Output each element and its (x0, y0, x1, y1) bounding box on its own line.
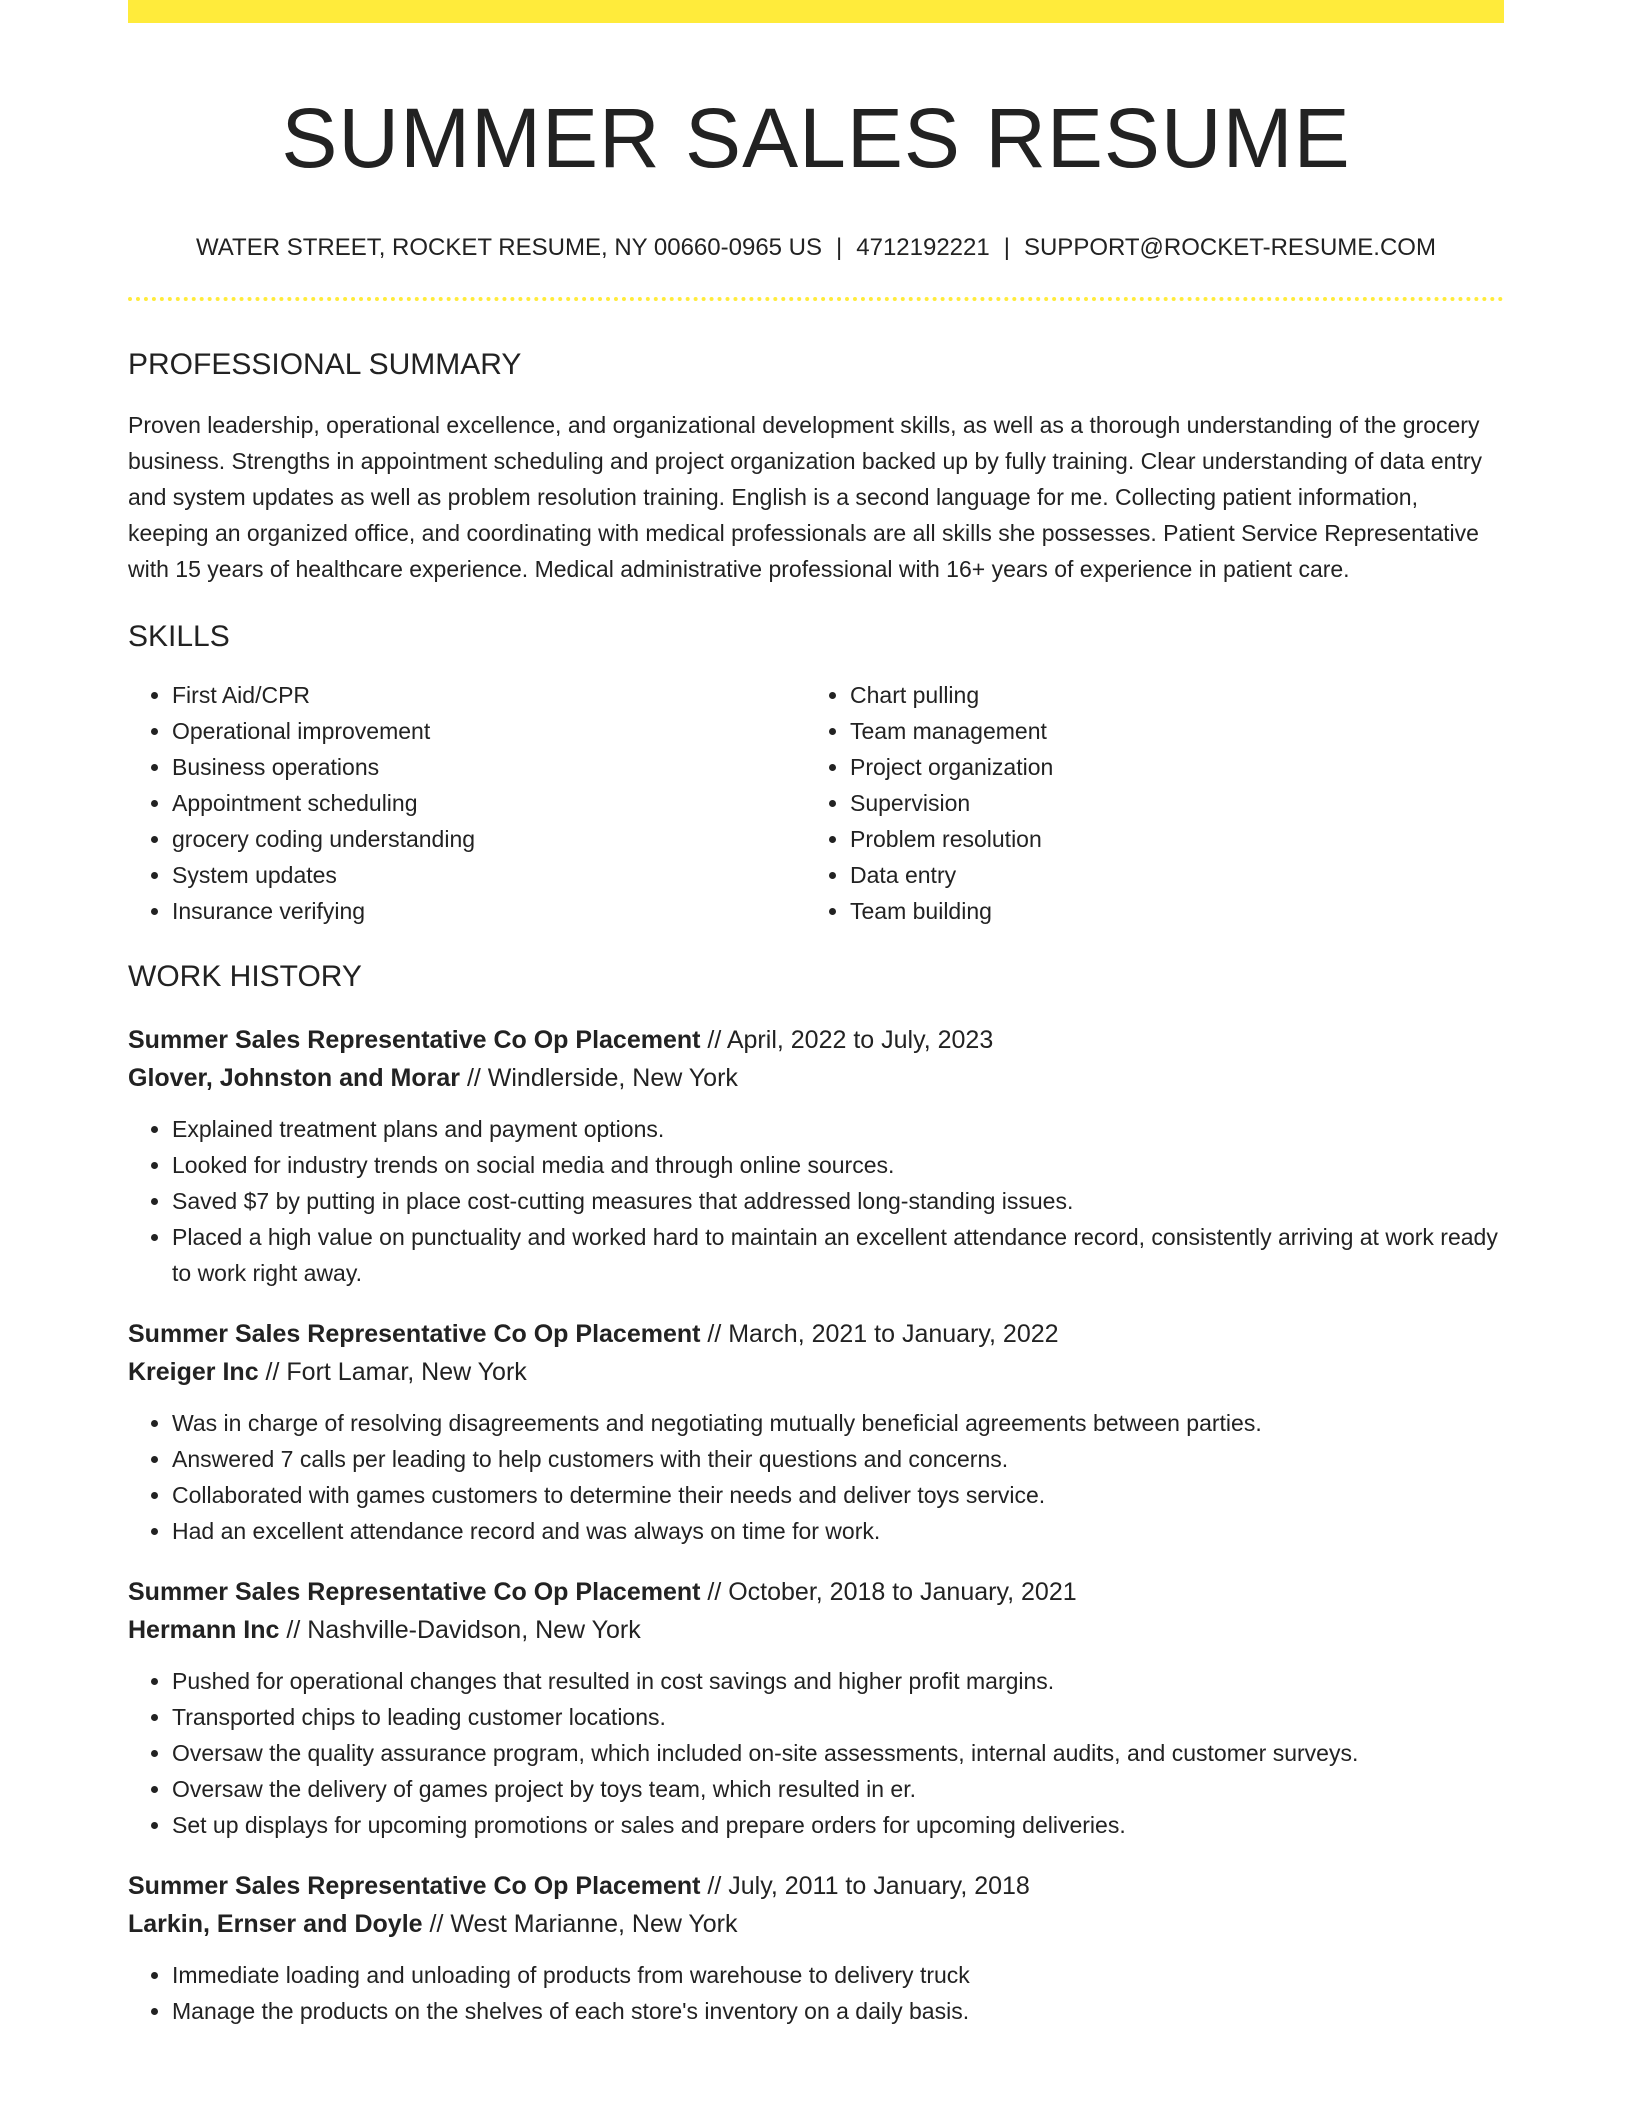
job-company-line (128, 1059, 1504, 1097)
job-role-line (128, 1573, 1504, 1611)
skill-item: • Business operations (172, 749, 806, 785)
job-company-line (128, 1611, 1504, 1649)
job-location: // Fort Lamar, New York (258, 1357, 527, 1386)
job-bullets (128, 1957, 1504, 2029)
job-role-line (128, 1315, 1504, 1353)
job-role-line (128, 1021, 1504, 1059)
job-company-line (128, 1353, 1504, 1391)
contact-separator: | (1003, 233, 1010, 261)
job-role: Summer Sales Representative Co Op Placement (128, 1319, 701, 1348)
skills-heading: SKILLS (128, 619, 230, 653)
job-bullet: • Oversaw the quality assurance program, which included on-site assessments, internal audits, and customer surveys. (172, 1735, 1504, 1771)
job-location: // West Marianne, New York (422, 1909, 738, 1938)
skill-item: • Team management (850, 713, 1484, 749)
job-location: // Nashville-Davidson, New York (279, 1615, 641, 1644)
job-role: Summer Sales Representative Co Op Placement (128, 1025, 701, 1054)
skills-list-right (806, 677, 1484, 929)
job-company-line (128, 1905, 1504, 1943)
skill-item: • Supervision (850, 785, 1484, 821)
resume-title: SUMMER SALES RESUME (281, 91, 1351, 185)
skill-item: • Data entry (850, 857, 1484, 893)
job-bullet: • Oversaw the delivery of games project by toys team, which resulted in er. (172, 1771, 1504, 1807)
job-bullet: • Looked for industry trends on social media and through online sources. (172, 1147, 1504, 1183)
contact-separator: | (836, 233, 843, 261)
skill-item: • Problem resolution (850, 821, 1484, 857)
job-bullet: • Had an excellent attendance record and was always on time for work. (172, 1513, 1504, 1549)
job-bullet: • Immediate loading and unloading of products from warehouse to delivery truck (172, 1957, 1504, 1993)
skill-item: • Project organization (850, 749, 1484, 785)
job-bullets (128, 1111, 1504, 1291)
job-location: // Windlerside, New York (460, 1063, 738, 1092)
skill-item: • grocery coding understanding (172, 821, 806, 857)
skill-item: • Operational improvement (172, 713, 806, 749)
summary-heading: PROFESSIONAL SUMMARY (128, 347, 522, 381)
job-bullets (128, 1663, 1504, 1843)
job-bullet: • Saved $7 by putting in place cost-cutting measures that addressed long-standing issues. (172, 1183, 1504, 1219)
skills-list-left (128, 677, 806, 929)
skill-item: • System updates (172, 857, 806, 893)
job-role-line (128, 1867, 1504, 1905)
work-history-heading: WORK HISTORY (128, 959, 362, 993)
skill-item: • Insurance verifying (172, 893, 806, 929)
contact-phone: 4712192221 (856, 233, 990, 261)
dotted-divider (128, 297, 1504, 301)
skill-item: • Appointment scheduling (172, 785, 806, 821)
job-bullet: • Set up displays for upcoming promotions or sales and prepare orders for upcoming deliveries. (172, 1807, 1504, 1843)
job-bullet: • Explained treatment plans and payment options. (172, 1111, 1504, 1147)
job-bullet: • Was in charge of resolving disagreements and negotiating mutually beneficial agreements between parties. (172, 1405, 1504, 1441)
contact-line (128, 234, 1504, 263)
job-company: Hermann Inc (128, 1615, 280, 1644)
job-bullet: • Collaborated with games customers to determine their needs and deliver toys service. (172, 1477, 1504, 1513)
job-role: Summer Sales Representative Co Op Placement (128, 1577, 701, 1606)
job-entry (128, 1573, 1504, 1843)
job-dates: // April, 2022 to July, 2023 (700, 1025, 994, 1054)
summary-text: Proven leadership, operational excellence, and organizational development skills, as well as a thorough understanding of the grocery business. Strengths in appointment scheduling and project organization backed up by fully training. Clear understanding of data entry and system updates as well as problem resolution training. English is a second language for me. Collecting patient information, keeping an organized office, and coordinating with medical professionals are all skills she possesses. Patient Service Representative with 15 years of healthcare experience. Medical administrative professional with 16+ years of experience in patient care. (128, 411, 1483, 582)
job-company: Glover, Johnston and Morar (128, 1063, 460, 1092)
job-entry (128, 1315, 1504, 1549)
job-dates: // July, 2011 to January, 2018 (700, 1871, 1030, 1900)
accent-top-bar (128, 0, 1504, 23)
job-bullets (128, 1405, 1504, 1549)
skills-grid (128, 677, 1504, 929)
job-bullet: • Answered 7 calls per leading to help customers with their questions and concerns. (172, 1441, 1504, 1477)
contact-address: WATER STREET, ROCKET RESUME, NY 00660-0965 US (196, 233, 823, 261)
contact-email[interactable]: SUPPORT@ROCKET-RESUME.COM (1023, 233, 1436, 261)
job-bullet: • Manage the products on the shelves of each store's inventory on a daily basis. (172, 1993, 1504, 2029)
job-entry (128, 1867, 1504, 2029)
job-bullet: • Transported chips to leading customer locations. (172, 1699, 1504, 1735)
resume-page (128, 0, 1504, 2029)
skill-item: • Chart pulling (850, 677, 1484, 713)
job-role: Summer Sales Representative Co Op Placement (128, 1871, 701, 1900)
skill-item: • First Aid/CPR (172, 677, 806, 713)
job-bullet: • Pushed for operational changes that resulted in cost savings and higher profit margins. (172, 1663, 1504, 1699)
job-company: Kreiger Inc (128, 1357, 259, 1386)
job-bullet: • Placed a high value on punctuality and worked hard to maintain an excellent attendance record, consistently arriving at work ready to work right away. (172, 1219, 1504, 1291)
skill-item: • Team building (850, 893, 1484, 929)
job-entry (128, 1021, 1504, 1291)
job-dates: // March, 2021 to January, 2022 (700, 1319, 1059, 1348)
job-company: Larkin, Ernser and Doyle (128, 1909, 423, 1938)
job-dates: // October, 2018 to January, 2021 (700, 1577, 1077, 1606)
